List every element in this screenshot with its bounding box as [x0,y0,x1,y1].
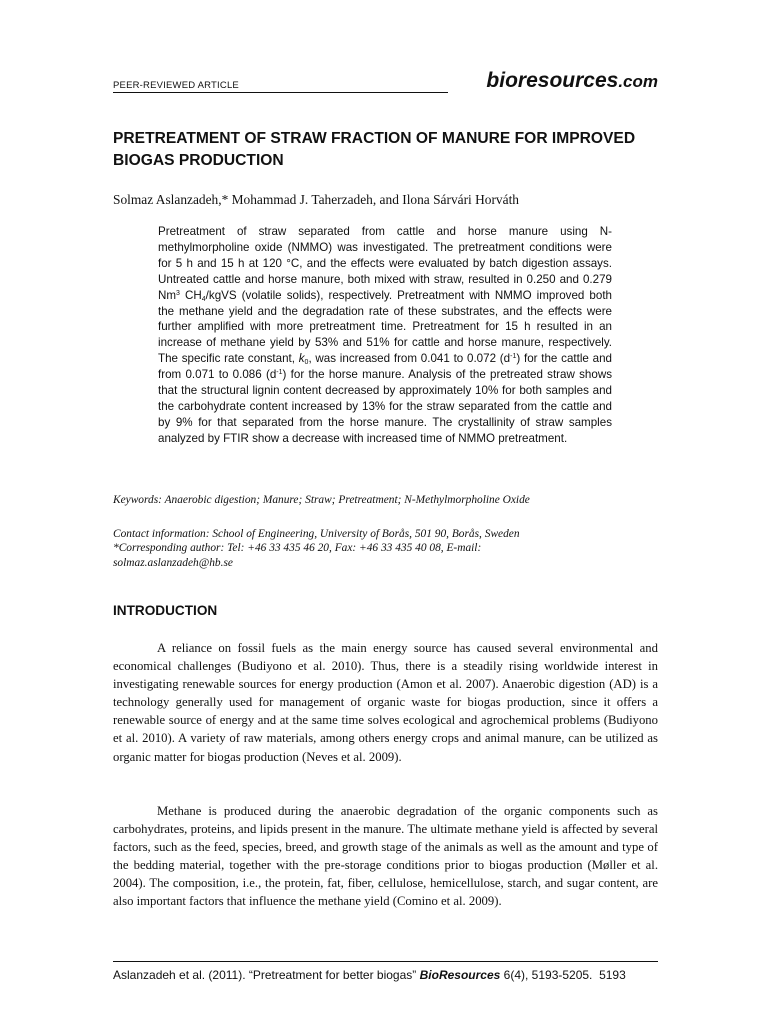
subscript: 4 [201,295,206,303]
abstract-text: Pretreatment of straw separated from cattle and horse manure using N-methylmorpholine oxide (NMMO) was investigated. The pretreatment conditions were for 5 h and 15 h at 120 °C, and the effects were evaluated by batch digestion assays. Untreated cattle and horse manure, both mixed with straw, resulted in 0.250 and 0.279 Nm [158,225,612,302]
contact-information [113,527,658,570]
abstract-text: ) for the cattle and from 0.071 to 0.086 (d [158,352,612,382]
body-paragraph: A reliance on fossil fuels as the main energy source has caused several environmental and economical challenges (Budiyono et al. 2010). Thus, there is a steadily rising worldwide interest in investigating renewable sources for energy production (Amon et al. 2007). Anaerobic digestion (AD) is a technology generally used for management of organic waste for biogas production, since it offers a renewable source of energy and at the same time solves ecological and agrochemical problems (Budiyono et al. 2010). A variety of raw materials, among others energy crops and animal manure, can be utilized as organic matter for biogas production (Neves et al. 2009). [113,641,658,764]
journal-logo [486,69,658,94]
page-header [113,66,658,94]
footer-volume: 6(4), 5193-5205. [500,968,593,982]
journal-logo-name: bioresources [486,69,619,92]
abstract-text: CH [179,288,202,302]
abstract-text: /kgVS (volatile solids), respectively. Pretreatment with NMMO improved both the methane yield and the degradation rate of these substrates, and the effects were further amplified with more pretreatment time. Pretreatment for 15 h resulted in an increase of methane yield by 53% and 51% for cattle and horse manure, respectively. The specific rate constant, [158,288,612,366]
subscript: 0 [304,359,309,367]
article-title: PRETREATMENT OF STRAW FRACTION OF MANURE FOR IMPROVED BIOGAS PRODUCTION [113,130,636,169]
rate-constant-symbol: k [298,352,305,366]
journal-logo-domain: .com [618,72,658,91]
footer-citation: Aslanzadeh et al. (2011). “Pretreatment for better biogas” [113,968,417,982]
footer-journal-name: BioResources [419,968,501,982]
page-number: 5193 [599,968,626,982]
body-paragraph: Methane is produced during the anaerobic degradation of the organic components such as carbohydrates, proteins, and lipids present in the manure. The ultimate methane yield is affected by several factors, such as the feed, species, breed, and growth stage of the animals as well as the amount and type of the bedding material, together with the pre-storage conditions prior to biogas production (Møller et al. 2004). The composition, i.e., the protein, fat, fiber, cellulose, hemicellulose, starch, and sugar content, are also important factors that influence the methane yield (Comino et al. 2009). [113,804,658,909]
author-list: Solmaz Aslanzadeh,* Mohammad J. Taherzadeh, and Ilona Sárvári Horváth [113,192,519,207]
abstract-text: ) for the horse manure. Analysis of the pretreated straw shows that the structural lignin content decreased by approximately 10% for both samples and the carbohydrate content increased by 13% for the straw separated from the cattle and by 9% for that separated from the horse manure. The crystallinity of straw samples analyzed by FTIR show a decrease with increased time of NMMO pretreatment. [158,368,612,445]
superscript: -1 [510,353,517,361]
keywords: Keywords: Anaerobic digestion; Manure; Straw; Pretreatment; N-Methylmorpholine Oxide [113,494,530,506]
superscript: 3 [176,289,180,297]
abstract-text: , was increased from 0.041 to 0.072 (d [308,352,511,366]
superscript: -1 [276,369,283,377]
section-heading: INTRODUCTION [113,603,218,618]
page-footer [113,961,658,982]
contact-email: solmaz.aslanzadeh@hb.se [113,556,233,569]
peer-reviewed-label: PEER-REVIEWED ARTICLE [113,80,239,91]
header-rule [113,92,448,93]
contact-line: *Corresponding author: Tel: +46 33 435 46 20, Fax: +46 33 435 40 08, E-mail: [113,542,482,555]
abstract [158,224,612,447]
contact-line: Contact information: School of Engineering, University of Borås, 501 90, Borås, Sweden [113,528,520,540]
